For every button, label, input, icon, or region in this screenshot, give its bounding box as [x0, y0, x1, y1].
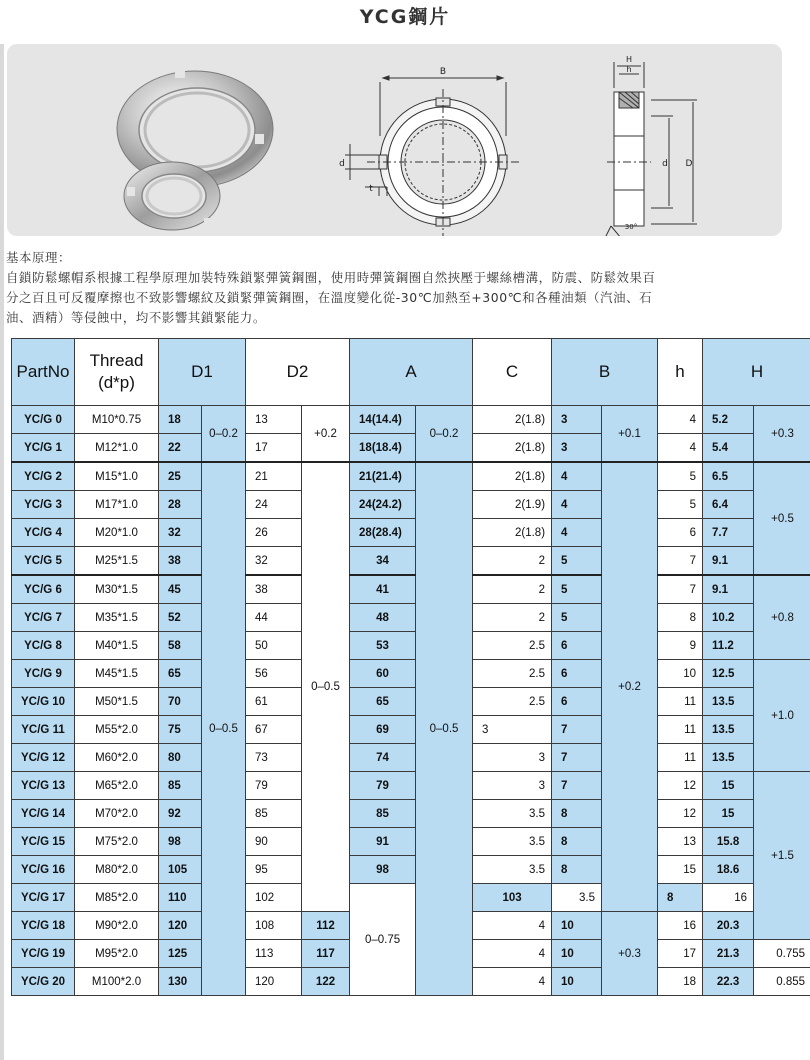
- table-row: [12, 884, 810, 912]
- cell-d1: 85: [159, 772, 202, 800]
- cell-b: 8: [552, 800, 602, 828]
- cell-d2: 32: [246, 547, 302, 576]
- cell-part: YC/G 19: [12, 940, 75, 968]
- cell-b: 6: [552, 660, 602, 688]
- cell-thread: M75*2.0: [75, 828, 159, 856]
- cell-c: 2(1.8): [473, 434, 552, 463]
- table-row: [12, 716, 810, 744]
- cell-thread: M70*2.0: [75, 800, 159, 828]
- table-row: [12, 491, 810, 519]
- cell-H-tolerance: +1.0: [754, 660, 810, 772]
- description-line-3: 油、酒精）等侵蝕中，均不影響其鎖緊能力。: [6, 310, 266, 325]
- cell-d1: 25: [159, 462, 202, 491]
- cell-d1: 105: [159, 856, 202, 884]
- cell-h: 12: [658, 800, 703, 828]
- header-h: h: [658, 339, 703, 406]
- cell-d2-tolerance: 0–0.5: [302, 462, 350, 912]
- cell-d2: 90: [246, 828, 302, 856]
- cell-H-tolerance: +0.8: [754, 575, 810, 660]
- cell-c: 2: [473, 604, 552, 632]
- cell-weight: 0.755: [754, 940, 810, 968]
- header-d1: D1: [159, 339, 246, 406]
- table-header-row: [12, 339, 810, 406]
- cell-c: 3.5: [473, 800, 552, 828]
- cell-a: 79: [350, 772, 416, 800]
- drawing-label-D: D: [685, 159, 693, 169]
- cell-c: 2: [473, 575, 552, 604]
- cell-d2: 24: [246, 491, 302, 519]
- cell-d2: 79: [246, 772, 302, 800]
- cell-d2: 108: [246, 912, 302, 940]
- cell-c: 3.5: [552, 884, 602, 912]
- cell-a: 122: [302, 968, 350, 996]
- cell-thread: M65*2.0: [75, 772, 159, 800]
- cell-h: 5: [658, 462, 703, 491]
- cell-H: 7.7: [703, 519, 754, 547]
- cell-part: YC/G 10: [12, 688, 75, 716]
- table-row: [12, 688, 810, 716]
- cell-b: 8: [552, 828, 602, 856]
- header-thread: Thread (d*p): [75, 339, 159, 406]
- cell-c: 3.5: [473, 856, 552, 884]
- cell-thread: M17*1.0: [75, 491, 159, 519]
- drawing-label-b: B: [439, 67, 447, 77]
- cell-part: YC/G 8: [12, 632, 75, 660]
- cell-a: 14(14.4): [350, 406, 416, 434]
- cell-b: 6: [552, 632, 602, 660]
- drawing-label-d: d: [662, 159, 668, 169]
- cell-d1: 22: [159, 434, 202, 463]
- table-row: [12, 434, 810, 463]
- cell-d2: 17: [246, 434, 302, 463]
- cell-part: YC/G 11: [12, 716, 75, 744]
- cell-part: YC/G 12: [12, 744, 75, 772]
- cell-d2: 21: [246, 462, 302, 491]
- table-row: [12, 744, 810, 772]
- cell-h: 6: [658, 519, 703, 547]
- cell-d1: 52: [159, 604, 202, 632]
- cell-thread: M30*1.5: [75, 575, 159, 604]
- cell-d1: 32: [159, 519, 202, 547]
- cell-a: 24(24.2): [350, 491, 416, 519]
- cell-d1: 65: [159, 660, 202, 688]
- header-c: C: [473, 339, 552, 406]
- drawing-label-angle: 30°: [624, 223, 638, 231]
- cell-H: 15: [703, 772, 754, 800]
- cell-c: 2: [473, 547, 552, 576]
- left-margin-rule: [0, 44, 4, 1060]
- cell-d1: 70: [159, 688, 202, 716]
- cell-d1: 75: [159, 716, 202, 744]
- cell-h: 4: [658, 434, 703, 463]
- cell-d2-tolerance: +0.2: [302, 406, 350, 463]
- cell-h: 4: [658, 406, 703, 434]
- cell-c: 2.5: [473, 660, 552, 688]
- cell-a: 18(18.4): [350, 434, 416, 463]
- cell-c: 2(1.8): [473, 406, 552, 434]
- cell-H: 13.5: [703, 716, 754, 744]
- cell-h: 10: [658, 660, 703, 688]
- description-line-2: 分之百且可反覆摩擦也不致影響螺紋及鎖緊彈簧鋼圈，在溫度變化從-30℃加熱至+300℃和各種油類（汽油、石: [6, 290, 653, 305]
- cell-b: 5: [552, 547, 602, 576]
- cell-c: 2(1.8): [473, 519, 552, 547]
- cell-b: 7: [552, 744, 602, 772]
- cell-b-tolerance: +0.1: [602, 406, 658, 463]
- table-row: [12, 800, 810, 828]
- cell-c: 2(1.9): [473, 491, 552, 519]
- cell-thread: M80*2.0: [75, 856, 159, 884]
- cell-c: 4: [473, 968, 552, 996]
- cell-d2: 113: [246, 940, 302, 968]
- cell-c: 3: [473, 744, 552, 772]
- cell-H: 21.3: [703, 940, 754, 968]
- cell-a: 69: [350, 716, 416, 744]
- cell-h: 18: [658, 968, 703, 996]
- cell-d1: 98: [159, 828, 202, 856]
- cell-h: 13: [658, 828, 703, 856]
- cell-a: 65: [350, 688, 416, 716]
- page-title: YCG鋼片: [359, 6, 451, 28]
- cell-a: 74: [350, 744, 416, 772]
- table-row: [12, 828, 810, 856]
- cell-d1: 58: [159, 632, 202, 660]
- side-section-drawing: [605, 62, 697, 236]
- cell-d1: 28: [159, 491, 202, 519]
- description-heading: 基本原理：: [6, 250, 71, 265]
- cell-d2: 85: [246, 800, 302, 828]
- cell-d1: 38: [159, 547, 202, 576]
- table-row: [12, 575, 810, 604]
- cell-b: 5: [552, 604, 602, 632]
- cell-thread: M50*1.5: [75, 688, 159, 716]
- cell-H: 9.1: [703, 575, 754, 604]
- cell-d1-tolerance: 0–0.2: [202, 406, 246, 463]
- cell-H: 15.8: [703, 828, 754, 856]
- cell-b: 4: [552, 491, 602, 519]
- cell-a: 53: [350, 632, 416, 660]
- cell-H: 9.1: [703, 547, 754, 576]
- cell-h: 12: [658, 772, 703, 800]
- cell-H: 5.4: [703, 434, 754, 463]
- cell-part: YC/G 18: [12, 912, 75, 940]
- cell-d2-tolerance: 0–0.75: [350, 884, 416, 996]
- cell-c: 3: [473, 772, 552, 800]
- cell-d1: 92: [159, 800, 202, 828]
- cell-h: 7: [658, 575, 703, 604]
- cell-H: 20.3: [703, 912, 754, 940]
- description-line-1: 自鎖防鬆螺帽系根據工程學原理加裝特殊鎖緊彈簧鋼圈，使用時彈簧鋼圈自然挾壓于螺絲槽溝，防震、防鬆效果百: [6, 270, 656, 285]
- cell-b-tolerance: +0.3: [602, 912, 658, 996]
- cell-d2: 102: [246, 884, 302, 912]
- cell-H: 12.5: [703, 660, 754, 688]
- cell-a: 48: [350, 604, 416, 632]
- cell-H: 10.2: [703, 604, 754, 632]
- header-H: H: [703, 339, 810, 406]
- cell-d1: 80: [159, 744, 202, 772]
- cell-h: 5: [658, 491, 703, 519]
- cell-thread: M55*2.0: [75, 716, 159, 744]
- cell-part: YC/G 9: [12, 660, 75, 688]
- cell-thread: M100*2.0: [75, 968, 159, 996]
- header-b: B: [552, 339, 658, 406]
- cell-c: 2(1.8): [473, 462, 552, 491]
- cell-part: YC/G 17: [12, 884, 75, 912]
- table-row: [12, 772, 810, 800]
- cell-b: 4: [552, 519, 602, 547]
- cell-thread: M20*1.0: [75, 519, 159, 547]
- cell-b-tolerance: +0.2: [602, 462, 658, 912]
- cell-a: 41: [350, 575, 416, 604]
- table-row: [12, 856, 810, 884]
- cell-c: 4: [473, 940, 552, 968]
- cell-thread: M12*1.0: [75, 434, 159, 463]
- cell-d2: 56: [246, 660, 302, 688]
- cell-b: 7: [552, 772, 602, 800]
- cell-b: 6: [552, 688, 602, 716]
- cell-d2: 38: [246, 575, 302, 604]
- cell-h: 8: [658, 604, 703, 632]
- cell-part: YC/G 4: [12, 519, 75, 547]
- cell-part: YC/G 5: [12, 547, 75, 576]
- cell-b: 3: [552, 434, 602, 463]
- table-row: [12, 660, 810, 688]
- cell-h: 16: [703, 884, 754, 912]
- cell-thread: M15*1.0: [75, 462, 159, 491]
- cell-thread: M85*2.0: [75, 884, 159, 912]
- cell-d1: 125: [159, 940, 202, 968]
- cell-d2: 95: [246, 856, 302, 884]
- cell-c: 2.5: [473, 632, 552, 660]
- cell-d2: 44: [246, 604, 302, 632]
- cell-d2: 13: [246, 406, 302, 434]
- cell-h: 7: [658, 547, 703, 576]
- cell-thread: M10*0.75: [75, 406, 159, 434]
- cell-H: 22.3: [703, 968, 754, 996]
- cell-H: 15: [703, 800, 754, 828]
- cell-d2: 26: [246, 519, 302, 547]
- cell-d2: 50: [246, 632, 302, 660]
- cell-d1: 120: [159, 912, 202, 940]
- cell-H-tolerance: +1.5: [754, 772, 810, 940]
- cell-part: YC/G 14: [12, 800, 75, 828]
- cell-d1: 130: [159, 968, 202, 996]
- cell-thread: M90*2.0: [75, 912, 159, 940]
- cell-a: 103: [473, 884, 552, 912]
- cell-part: YC/G 16: [12, 856, 75, 884]
- product-figure-panel: [7, 44, 782, 236]
- cell-d2: 61: [246, 688, 302, 716]
- cell-d1-tolerance: 0–0.5: [202, 462, 246, 996]
- cell-a: 112: [302, 912, 350, 940]
- cell-a-tolerance: 0–0.2: [416, 406, 473, 463]
- spec-table: [11, 338, 810, 996]
- cell-b: 10: [552, 912, 602, 940]
- cell-a: 98: [350, 856, 416, 884]
- cell-a: 60: [350, 660, 416, 688]
- cell-b: 10: [552, 968, 602, 996]
- table-row: [12, 406, 810, 434]
- cell-H: 13.5: [703, 744, 754, 772]
- cell-part: YC/G 2: [12, 462, 75, 491]
- drawing-label-t: t: [369, 184, 373, 194]
- drawing-label-H: H: [625, 55, 633, 64]
- cell-d1: 45: [159, 575, 202, 604]
- cell-part: YC/G 0: [12, 406, 75, 434]
- cell-H-tolerance: +0.3: [754, 406, 810, 463]
- cell-d2: 73: [246, 744, 302, 772]
- description: [6, 248, 796, 328]
- cell-part: YC/G 1: [12, 434, 75, 463]
- cell-b: 8: [658, 884, 703, 912]
- nut-photo: [117, 70, 273, 230]
- cell-part: YC/G 6: [12, 575, 75, 604]
- cell-h: 11: [658, 716, 703, 744]
- cell-h: 9: [658, 632, 703, 660]
- cell-H: 6.5: [703, 462, 754, 491]
- cell-H: 13.5: [703, 688, 754, 716]
- header-d2: D2: [246, 339, 350, 406]
- cell-d1: 18: [159, 406, 202, 434]
- cell-H: 5.2: [703, 406, 754, 434]
- product-drawings: [7, 44, 782, 236]
- cell-b: 8: [552, 856, 602, 884]
- cell-thread: M60*2.0: [75, 744, 159, 772]
- cell-d1: 110: [159, 884, 202, 912]
- cell-h: 16: [658, 912, 703, 940]
- cell-d2: 67: [246, 716, 302, 744]
- cell-h: 11: [658, 688, 703, 716]
- cell-part: YC/G 7: [12, 604, 75, 632]
- cell-part: YC/G 15: [12, 828, 75, 856]
- cell-c: 3.5: [473, 828, 552, 856]
- cell-c: 3: [473, 716, 552, 744]
- cell-thread: M40*1.5: [75, 632, 159, 660]
- cell-h: 11: [658, 744, 703, 772]
- cell-part: YC/G 3: [12, 491, 75, 519]
- cell-a: 85: [350, 800, 416, 828]
- drawing-label-d-small: d: [339, 159, 345, 169]
- cell-thread: M35*1.5: [75, 604, 159, 632]
- cell-a: 117: [302, 940, 350, 968]
- cell-b: 5: [552, 575, 602, 604]
- cell-a: 91: [350, 828, 416, 856]
- cell-H: 18.6: [703, 856, 754, 884]
- cell-c: 4: [473, 912, 552, 940]
- drawing-label-h: h: [626, 65, 632, 74]
- cell-thread: M45*1.5: [75, 660, 159, 688]
- header-part-no: PartNo: [12, 339, 75, 406]
- cell-weight: 0.855: [754, 968, 810, 996]
- cell-b: 4: [552, 462, 602, 491]
- cell-part: YC/G 13: [12, 772, 75, 800]
- table-row: [12, 547, 810, 576]
- cell-H-tolerance: +0.5: [754, 462, 810, 575]
- front-view-drawing: [345, 76, 519, 236]
- cell-thread: M95*2.0: [75, 940, 159, 968]
- table-row: [12, 604, 810, 632]
- cell-b: 7: [552, 716, 602, 744]
- cell-c: 2.5: [473, 688, 552, 716]
- table-row: [12, 519, 810, 547]
- cell-a: 28(28.4): [350, 519, 416, 547]
- table-row: [12, 632, 810, 660]
- cell-b: 3: [552, 406, 602, 434]
- cell-h: 15: [658, 856, 703, 884]
- cell-thread: M25*1.5: [75, 547, 159, 576]
- table-row: [12, 462, 810, 491]
- cell-a-tolerance: 0–0.5: [416, 462, 473, 996]
- cell-d2: 120: [246, 968, 302, 996]
- cell-part: YC/G 20: [12, 968, 75, 996]
- header-a: A: [350, 339, 473, 406]
- cell-a: 34: [350, 547, 416, 576]
- cell-H: 6.4: [703, 491, 754, 519]
- cell-b: 10: [552, 940, 602, 968]
- cell-h: 17: [658, 940, 703, 968]
- cell-a: 21(21.4): [350, 462, 416, 491]
- cell-H: 11.2: [703, 632, 754, 660]
